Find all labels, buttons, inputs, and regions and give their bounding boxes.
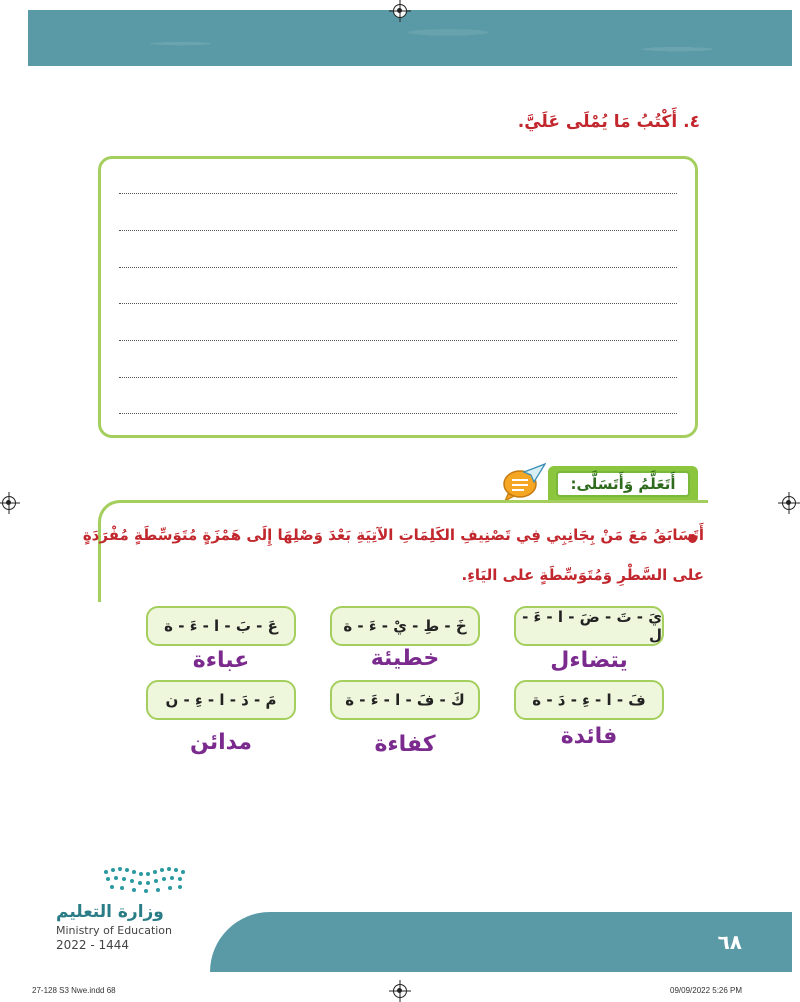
print-slug-file: 27-128 S3 Nwe.indd 68: [32, 986, 116, 995]
instruction-line-2: على السَّطْرِ وَمُتَوَسِّطَةٍ على اليَاءِ.: [461, 566, 704, 584]
registration-mark-bottom: [393, 984, 407, 998]
writing-line[interactable]: [119, 303, 677, 304]
letters-pill: يَ - تَ - ضَ - ا - ءَ - ل: [514, 606, 664, 646]
answer-word: خطيئة: [370, 646, 440, 671]
writing-line[interactable]: [119, 193, 677, 194]
activity-frame: [98, 500, 708, 602]
question-number: ٤.: [683, 112, 700, 132]
instruction-line-1: أَتَسَابَقُ مَعَ مَنْ بِجَانِبِي فِي تَصْنِيفِ الكَلِمَاتِ الآتِيَةِ بَعْدَ وَصْلِهَا إِلَى هَمْزَةٍ مُتَوَسِّطَةٍ مُفْرَدَةٍ: [82, 526, 704, 544]
registration-mark-left: [2, 496, 16, 510]
answer-word: مدائن: [190, 730, 252, 755]
answer-word: يتضاءل: [550, 648, 628, 673]
answer-word: كفاءة: [374, 732, 436, 757]
writing-line[interactable]: [119, 377, 677, 378]
learn-and-play-tab: [548, 466, 698, 502]
ministry-year: 2022 - 1444: [56, 938, 130, 952]
dictation-writing-box[interactable]: [98, 156, 698, 438]
learn-and-play-title: أَتَعَلَّمُ وَأَتَسَلَّى:: [556, 471, 689, 497]
question-4-heading: [518, 112, 700, 132]
ministry-name-english: Ministry of Education: [56, 924, 173, 937]
writing-line[interactable]: [119, 340, 677, 341]
answer-word: عباءة: [192, 648, 250, 673]
chat-bubble-paper-plane-icon: [502, 462, 546, 502]
header-band: [28, 10, 792, 66]
letters-pill: خَ - طِ - يْ - ءَ - ة: [330, 606, 480, 646]
registration-mark-right: [782, 496, 796, 510]
letters-pill: فَ - ا - ءِ - دَ - ة: [514, 680, 664, 720]
ministry-logo-icon: [100, 862, 192, 896]
writing-line[interactable]: [119, 413, 677, 414]
letters-pill: كَ - فَ - ا - ءَ - ة: [330, 680, 480, 720]
answer-word: فائدة: [560, 724, 618, 749]
writing-line[interactable]: [119, 230, 677, 231]
letters-pill: مَ - دَ - ا - ءِ - ن: [146, 680, 296, 720]
question-text: أَكْتُبُ مَا يُمْلَى عَلَيَّ.: [517, 112, 678, 132]
print-slug-date: 09/09/2022 5:26 PM: [670, 986, 743, 995]
page-number: ٦٨: [717, 930, 742, 954]
writing-line[interactable]: [119, 267, 677, 268]
footer-band: [210, 912, 792, 972]
header-pattern: [28, 10, 792, 66]
ministry-name-arabic: وزارة التعليم: [56, 902, 164, 922]
letters-pill: عَ - بَ - ا - ءَ - ة: [146, 606, 296, 646]
registration-mark-top: [393, 4, 407, 18]
